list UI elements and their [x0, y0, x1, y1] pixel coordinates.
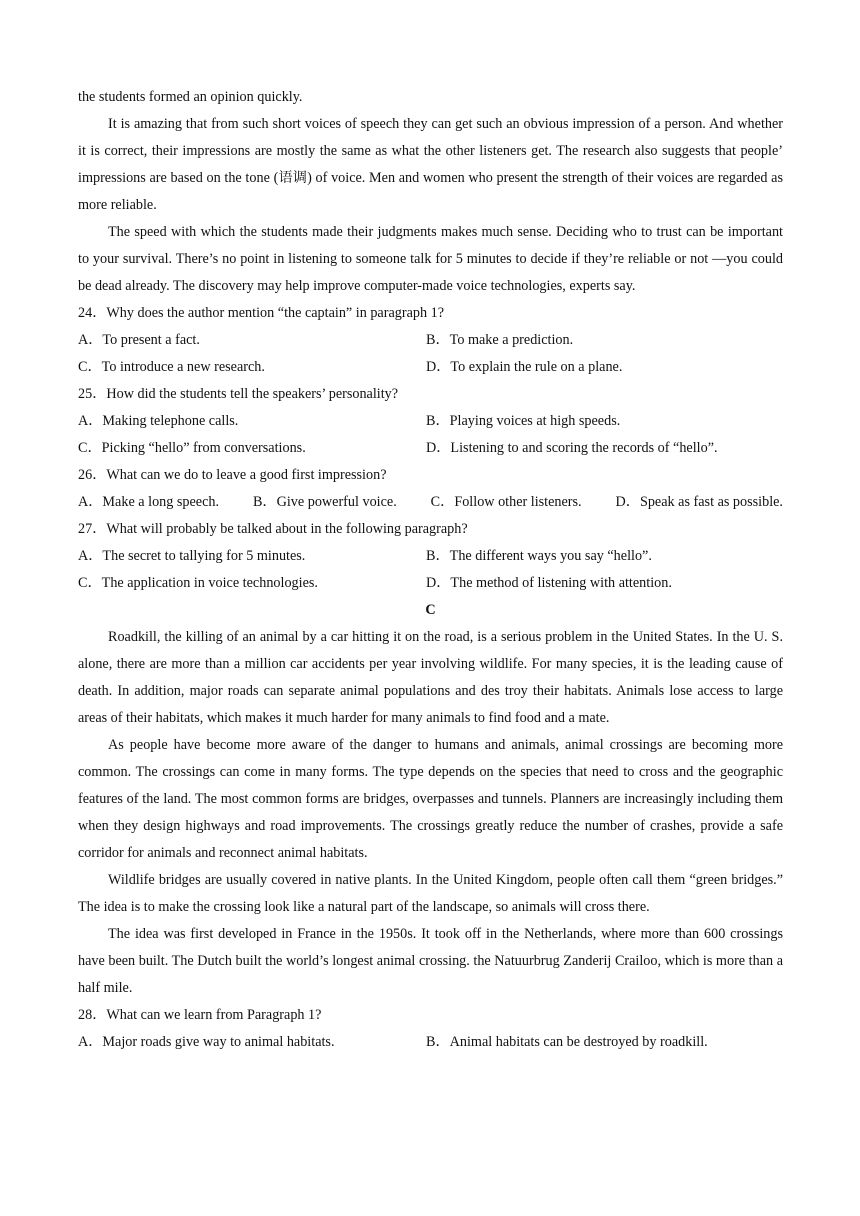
option-b: B．To make a prediction. [426, 332, 574, 348]
section-c-paragraph-3: Wildlife bridges are usually covered in native plants. In the United Kingdom, people often call them “green bridges.” The idea is to make the crossing look like a natural part of the landscape, so animals will cross there. [78, 872, 783, 915]
question-26-stem: 26．What can we do to leave a good first impression? [78, 467, 387, 483]
question-24-options-row-1 [78, 327, 783, 354]
option-c: C．To introduce a new research. [78, 359, 265, 375]
option-a: A．The secret to tallying for 5 minutes. [78, 548, 306, 564]
question-24-stem: 24．Why does the author mention “the captain” in paragraph 1? [78, 305, 444, 321]
option-c: C．The application in voice technologies. [78, 575, 318, 591]
option-c: C．Follow other listeners. [430, 494, 582, 510]
option-d: D．Listening to and scoring the records of “hello”. [426, 440, 718, 456]
option-a: A．Major roads give way to animal habitats. [78, 1034, 335, 1050]
question-26-options-row [78, 489, 783, 516]
section-c-paragraph-2: As people have become more aware of the danger to humans and animals, animal crossings are becoming more common. The crossings can come in many forms. The type depends on the species that need to cross and the geographic features of the land. The most common forms are bridges, overpasses and tunnels. Planners are increasingly including them when they design highways and road improvements. The crossings greatly reduce the number of crashes, provide a safe corridor for animals and reconnect animal habitats. [78, 737, 783, 861]
question-28-options-row-1 [78, 1029, 783, 1056]
passage-b-paragraph-2: It is amazing that from such short voices of speech they can get such an obvious impression of a person. And whether it is correct, their impressions are mostly the same as what the other listeners get. The research also suggests that people’ impressions are based on the tone (语调) of voice. Men and women who present the strength of their voices are regarded as more reliable. [78, 116, 783, 213]
question-27-stem: 27．What will probably be talked about in the following paragraph? [78, 521, 468, 537]
document-page [78, 84, 783, 1056]
passage-b-paragraph-3: The speed with which the students made their judgments makes much sense. Deciding who to trust can be important to your survival. There’s no point in listening to someone talk for 5 minutes to decide if they’re reliable or not —you could be dead already. The discovery may help improve computer-made voice technologies, experts say. [78, 224, 783, 294]
section-c-heading: C [425, 602, 436, 618]
option-b: B．The different ways you say “hello”. [426, 548, 652, 564]
option-b: B．Give powerful voice. [252, 494, 397, 510]
question-25-stem: 25．How did the students tell the speakers’ personality? [78, 386, 399, 402]
question-27-options-row-2 [78, 570, 783, 597]
option-b: B．Playing voices at high speeds. [426, 413, 621, 429]
option-d: D．To explain the rule on a plane. [426, 359, 623, 375]
question-25-options-row-2 [78, 435, 783, 462]
section-c-paragraph-1: Roadkill, the killing of an animal by a car hitting it on the road, is a serious problem in the United States. In the U. S. alone, there are more than a million car accidents per year involving wildlife. For many species, it is the leading cause of death. In addition, major roads can separate animal populations and des troy their habitats. Animals lose access to large areas of their habitats, which makes it much harder for many animals to find food and a mate. [78, 629, 783, 726]
option-d: D．The method of listening with attention. [426, 575, 672, 591]
option-d: D．Speak as fast as possible. [615, 494, 783, 510]
question-28-stem: 28．What can we learn from Paragraph 1? [78, 1007, 322, 1023]
question-24-options-row-2 [78, 354, 783, 381]
question-27-options-row-1 [78, 543, 783, 570]
question-25-options-row-1 [78, 408, 783, 435]
option-b: B．Animal habitats can be destroyed by roadkill. [426, 1034, 708, 1050]
passage-b-continuation: the students formed an opinion quickly. [78, 89, 303, 105]
option-c: C．Picking “hello” from conversations. [78, 440, 306, 456]
option-a: A．Make a long speech. [78, 494, 220, 510]
option-a: A．Making telephone calls. [78, 413, 239, 429]
section-c-paragraph-4: The idea was first developed in France in the 1950s. It took off in the Netherlands, where more than 600 crossings have been built. The Dutch built the world’s longest animal crossing. the Natuurbrug Zanderij Crailoo, which is more than a half mile. [78, 926, 783, 996]
option-a: A．To present a fact. [78, 332, 200, 348]
